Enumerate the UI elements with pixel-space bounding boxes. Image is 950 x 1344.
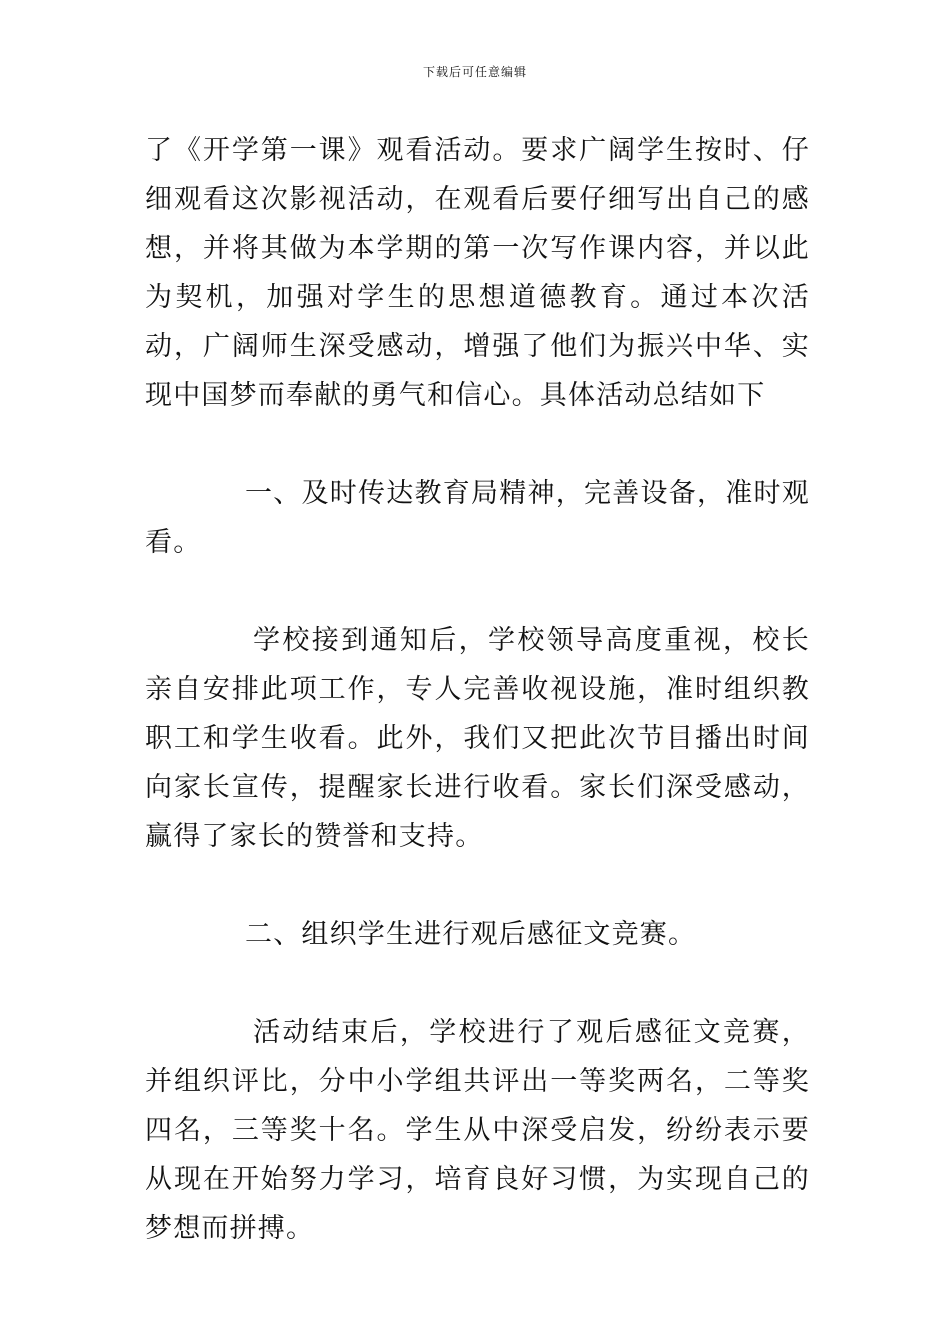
section-heading-2: 二、组织学生进行观后感征文竞赛。 <box>245 919 697 950</box>
section-2-paragraph: 活动结束后，学校进行了观后感征文竞赛，并组织评比，分中小学组共评出一等奖两名，二等奖四名，三等奖十名。学生从中深受启发，纷纷表示要从现在开始努力学习，培育良好习惯，为实现自己的梦想而拼搏。 <box>145 1017 810 1244</box>
intro-paragraph: 了《开学第一课》观看活动。要求广阔学生按时、仔细观看这次影视活动，在观看后要仔细写出自己的感想，并将其做为本学期的第一次写作课内容，并以此为契机，加强对学生的思想道德教育。通过本次活动，广阔师生深受感动，增强了他们为振兴中华、实现中国梦而奉献的勇气和信心。具体活动总结如下 <box>145 135 810 411</box>
page-header-note: 下载后可任意编辑 <box>422 65 527 79</box>
section-heading-1: 一、及时传达教育局精神，完善设备，准时观看。 <box>145 478 810 558</box>
document-body <box>145 126 810 1253</box>
paragraph-spacer <box>145 861 810 910</box>
paragraph-spacer <box>145 420 810 469</box>
paragraph-spacer <box>145 567 810 616</box>
paragraph-spacer <box>145 959 810 1008</box>
section-1-paragraph: 学校接到通知后，学校领导高度重视，校长亲自安排此项工作，专人完善收视设施，准时组织教职工和学生收看。此外，我们又把此次节目播出时间向家长宣传，提醒家长进行收看。家长们深受感动，赢得了家长的赞誉和支持。 <box>145 625 810 852</box>
